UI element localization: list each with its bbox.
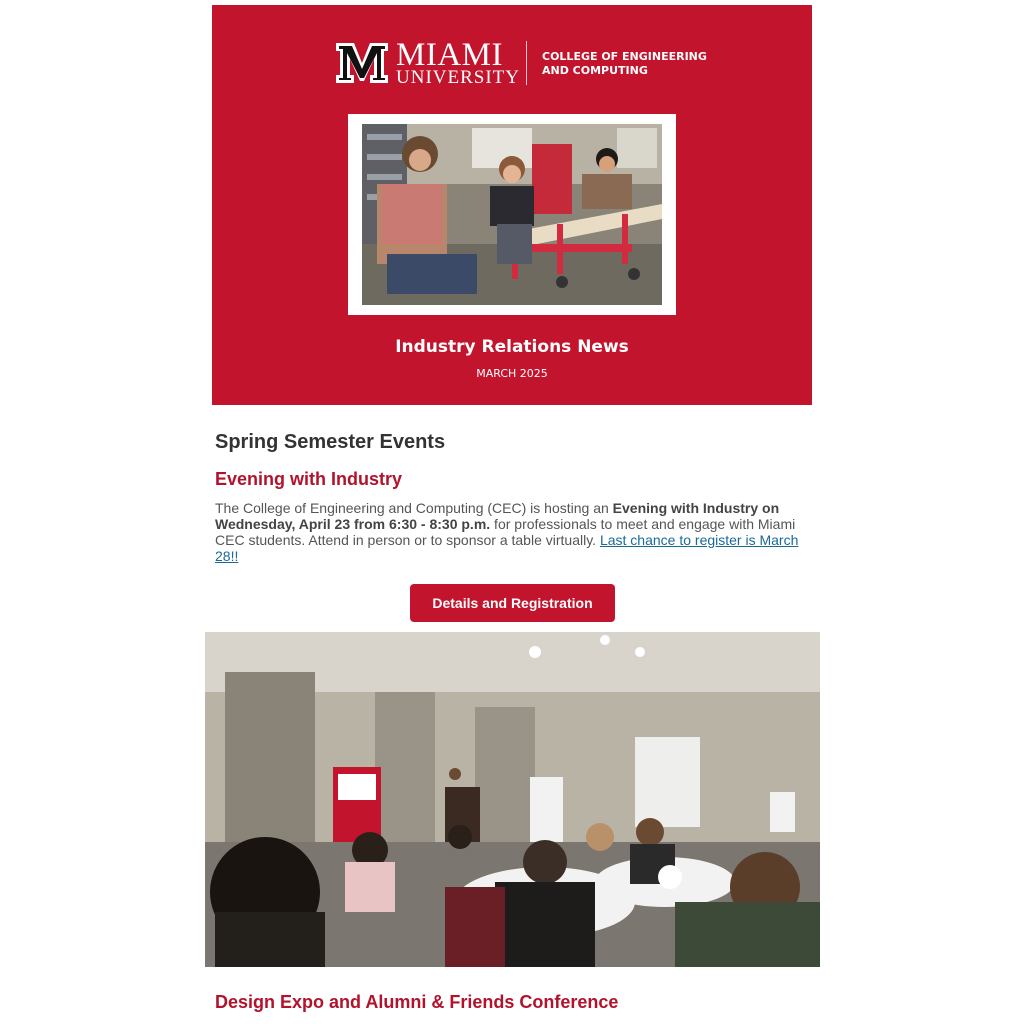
college-name-line2: AND COMPUTING [542, 64, 648, 77]
college-name [542, 50, 742, 78]
miami-m-logo-icon [334, 41, 390, 85]
issue-date: MARCH 2025 [476, 367, 548, 380]
event-title: Evening with Industry [215, 469, 403, 489]
logo-divider [526, 41, 527, 85]
newsletter-header-banner [212, 5, 812, 405]
details-registration-button[interactable]: Details and Registration [410, 584, 615, 622]
logo-subtitle: UNIVERSITY [396, 67, 520, 88]
logo-wordmark: MIAMI [396, 37, 503, 73]
university-logo[interactable] [334, 37, 707, 89]
newsletter-title: Industry Relations News [395, 337, 629, 357]
students-lab-photo [362, 124, 662, 305]
event-description-intro: The College of Engineering and Computing (CEC) is hosting an [215, 500, 613, 516]
register-deadline-link[interactable]: Last chance to register is March 28!! [215, 532, 799, 564]
hero-photo-frame [348, 114, 676, 315]
college-name-line1: COLLEGE OF ENGINEERING [542, 50, 707, 63]
event-ballroom-photo [205, 632, 820, 967]
section-title: Spring Semester Events [215, 431, 446, 453]
event-description-rest: for professionals to meet and engage with Miami CEC students. Attend in person or to sponsor a table virtually. [215, 516, 796, 548]
event-description-date: Evening with Industry on Wednesday, April 23 from 6:30 - 8:30 p.m. [215, 500, 780, 532]
next-event-title: Design Expo and Alumni & Friends Conference [215, 992, 619, 1012]
event-description [215, 500, 815, 564]
